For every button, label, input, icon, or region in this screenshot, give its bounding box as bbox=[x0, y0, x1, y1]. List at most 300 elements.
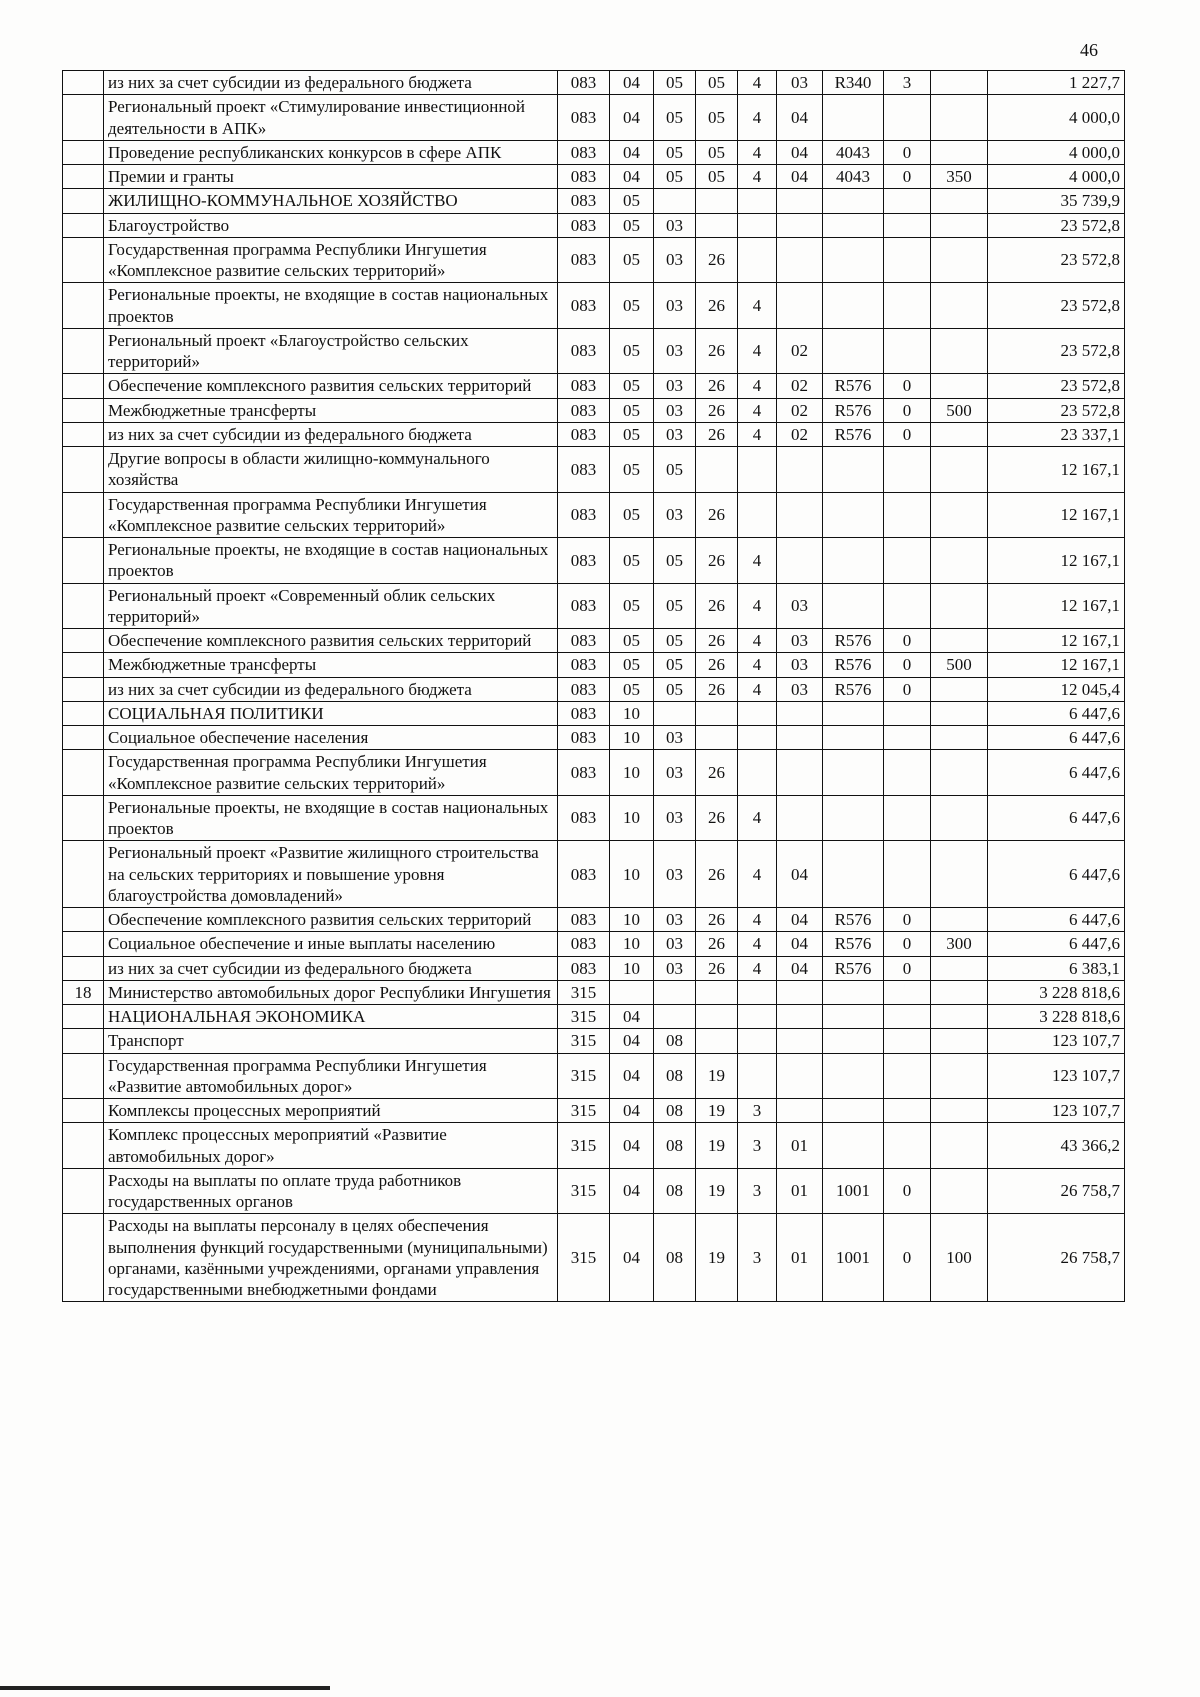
code-section: 04 bbox=[610, 1123, 654, 1169]
row-amount: 6 447,6 bbox=[988, 795, 1125, 841]
code-ministry: 083 bbox=[558, 538, 610, 584]
code-section: 10 bbox=[610, 908, 654, 932]
code-ministry: 083 bbox=[558, 398, 610, 422]
code-detail: 0 bbox=[884, 374, 931, 398]
code-direction bbox=[738, 213, 777, 237]
code-program: 26 bbox=[696, 422, 738, 446]
table-row bbox=[63, 237, 1125, 283]
code-ministry: 083 bbox=[558, 932, 610, 956]
code-ministry: 315 bbox=[558, 980, 610, 1004]
code-detail: 0 bbox=[884, 1168, 931, 1214]
table-row bbox=[63, 328, 1125, 374]
code-program bbox=[696, 213, 738, 237]
row-name: ЖИЛИЩНО-КОММУНАЛЬНОЕ ХОЗЯЙСТВО bbox=[104, 189, 558, 213]
row-amount: 12 167,1 bbox=[988, 629, 1125, 653]
code-direction bbox=[738, 447, 777, 493]
row-amount: 4 000,0 bbox=[988, 165, 1125, 189]
row-number bbox=[63, 374, 104, 398]
code-expense-type bbox=[931, 213, 988, 237]
table-row bbox=[63, 71, 1125, 95]
row-number bbox=[63, 932, 104, 956]
code-detail bbox=[884, 583, 931, 629]
row-number bbox=[63, 422, 104, 446]
code-subsection: 08 bbox=[654, 1168, 696, 1214]
row-name: Государственная программа Республики Ингушетия «Развитие автомобильных дорог» bbox=[104, 1053, 558, 1099]
code-program: 26 bbox=[696, 932, 738, 956]
table-row bbox=[63, 795, 1125, 841]
code-detail: 0 bbox=[884, 140, 931, 164]
code-section: 04 bbox=[610, 71, 654, 95]
code-program: 19 bbox=[696, 1214, 738, 1302]
code-direction bbox=[738, 1053, 777, 1099]
code-program: 26 bbox=[696, 237, 738, 283]
code-detail: 3 bbox=[884, 71, 931, 95]
row-amount: 12 167,1 bbox=[988, 538, 1125, 584]
code-expense-type bbox=[931, 841, 988, 908]
code-detail: 0 bbox=[884, 932, 931, 956]
code-ministry: 083 bbox=[558, 328, 610, 374]
code-project: 04 bbox=[777, 95, 823, 141]
code-project: 03 bbox=[777, 629, 823, 653]
code-project bbox=[777, 447, 823, 493]
code-project bbox=[777, 492, 823, 538]
table-row bbox=[63, 1123, 1125, 1169]
code-subsection: 05 bbox=[654, 629, 696, 653]
code-ministry: 083 bbox=[558, 750, 610, 796]
code-expense-type bbox=[931, 95, 988, 141]
code-program: 19 bbox=[696, 1168, 738, 1214]
code-ministry: 083 bbox=[558, 71, 610, 95]
table-row bbox=[63, 726, 1125, 750]
code-detail bbox=[884, 1123, 931, 1169]
row-amount: 123 107,7 bbox=[988, 1029, 1125, 1053]
code-direction: 4 bbox=[738, 374, 777, 398]
row-number bbox=[63, 283, 104, 329]
code-detail bbox=[884, 328, 931, 374]
row-name: Региональные проекты, не входящие в состав национальных проектов bbox=[104, 283, 558, 329]
code-direction: 3 bbox=[738, 1168, 777, 1214]
row-number bbox=[63, 71, 104, 95]
budget-table bbox=[62, 70, 1125, 1302]
row-name: Региональные проекты, не входящие в состав национальных проектов bbox=[104, 538, 558, 584]
code-expense-type bbox=[931, 140, 988, 164]
code-subsection: 05 bbox=[654, 71, 696, 95]
code-program bbox=[696, 980, 738, 1004]
code-project bbox=[777, 750, 823, 796]
code-detail bbox=[884, 1005, 931, 1029]
code-project: 04 bbox=[777, 956, 823, 980]
code-expense-type bbox=[931, 283, 988, 329]
code-project: 04 bbox=[777, 841, 823, 908]
row-name: Премии и гранты bbox=[104, 165, 558, 189]
code-direction: 4 bbox=[738, 538, 777, 584]
code-project: 02 bbox=[777, 328, 823, 374]
code-expense bbox=[823, 1029, 884, 1053]
code-expense: R576 bbox=[823, 932, 884, 956]
code-program: 26 bbox=[696, 629, 738, 653]
code-subsection: 03 bbox=[654, 213, 696, 237]
code-project: 02 bbox=[777, 422, 823, 446]
code-detail: 0 bbox=[884, 629, 931, 653]
code-expense-type: 500 bbox=[931, 398, 988, 422]
row-number bbox=[63, 1099, 104, 1123]
code-program: 26 bbox=[696, 841, 738, 908]
table-row bbox=[63, 677, 1125, 701]
row-number bbox=[63, 750, 104, 796]
row-number bbox=[63, 1053, 104, 1099]
code-project bbox=[777, 1053, 823, 1099]
row-number bbox=[63, 908, 104, 932]
table-row bbox=[63, 841, 1125, 908]
code-ministry: 315 bbox=[558, 1214, 610, 1302]
code-expense bbox=[823, 447, 884, 493]
code-program: 26 bbox=[696, 492, 738, 538]
row-amount: 3 228 818,6 bbox=[988, 980, 1125, 1004]
code-program: 26 bbox=[696, 677, 738, 701]
code-expense-type: 500 bbox=[931, 653, 988, 677]
row-number bbox=[63, 538, 104, 584]
code-project bbox=[777, 980, 823, 1004]
row-number bbox=[63, 956, 104, 980]
code-direction: 4 bbox=[738, 677, 777, 701]
code-section: 05 bbox=[610, 653, 654, 677]
code-detail bbox=[884, 237, 931, 283]
code-direction: 4 bbox=[738, 283, 777, 329]
row-name: из них за счет субсидии из федерального бюджета bbox=[104, 956, 558, 980]
code-program: 26 bbox=[696, 538, 738, 584]
row-number bbox=[63, 398, 104, 422]
code-expense-type bbox=[931, 908, 988, 932]
code-expense-type bbox=[931, 1029, 988, 1053]
row-name: Расходы на выплаты по оплате труда работников государственных органов bbox=[104, 1168, 558, 1214]
row-amount: 23 572,8 bbox=[988, 398, 1125, 422]
code-ministry: 083 bbox=[558, 422, 610, 446]
code-project bbox=[777, 237, 823, 283]
code-expense: 4043 bbox=[823, 165, 884, 189]
code-section: 04 bbox=[610, 140, 654, 164]
code-program bbox=[696, 1029, 738, 1053]
table-row bbox=[63, 538, 1125, 584]
code-subsection: 03 bbox=[654, 237, 696, 283]
code-section: 04 bbox=[610, 1099, 654, 1123]
code-ministry: 083 bbox=[558, 189, 610, 213]
code-subsection: 03 bbox=[654, 908, 696, 932]
code-ministry: 315 bbox=[558, 1005, 610, 1029]
row-number bbox=[63, 701, 104, 725]
code-project: 04 bbox=[777, 165, 823, 189]
code-expense bbox=[823, 1123, 884, 1169]
code-subsection bbox=[654, 980, 696, 1004]
scan-edge-mark bbox=[0, 1686, 330, 1690]
code-detail bbox=[884, 841, 931, 908]
code-ministry: 083 bbox=[558, 237, 610, 283]
code-expense bbox=[823, 701, 884, 725]
code-program: 05 bbox=[696, 140, 738, 164]
code-section: 04 bbox=[610, 1029, 654, 1053]
code-expense bbox=[823, 795, 884, 841]
code-expense-type bbox=[931, 1123, 988, 1169]
table-row bbox=[63, 1029, 1125, 1053]
code-project bbox=[777, 538, 823, 584]
row-amount: 6 447,6 bbox=[988, 701, 1125, 725]
code-section: 10 bbox=[610, 701, 654, 725]
code-program: 05 bbox=[696, 165, 738, 189]
row-number bbox=[63, 95, 104, 141]
code-detail bbox=[884, 750, 931, 796]
code-expense-type bbox=[931, 1168, 988, 1214]
row-amount: 4 000,0 bbox=[988, 140, 1125, 164]
code-expense: R576 bbox=[823, 908, 884, 932]
code-direction: 4 bbox=[738, 629, 777, 653]
row-amount: 23 572,8 bbox=[988, 237, 1125, 283]
code-project bbox=[777, 701, 823, 725]
code-detail: 0 bbox=[884, 653, 931, 677]
code-program: 26 bbox=[696, 956, 738, 980]
code-ministry: 083 bbox=[558, 447, 610, 493]
table-row bbox=[63, 447, 1125, 493]
code-program: 05 bbox=[696, 71, 738, 95]
row-amount: 4 000,0 bbox=[988, 95, 1125, 141]
code-program bbox=[696, 701, 738, 725]
row-name: Региональный проект «Современный облик сельских территорий» bbox=[104, 583, 558, 629]
row-number bbox=[63, 677, 104, 701]
code-expense bbox=[823, 726, 884, 750]
table-row bbox=[63, 213, 1125, 237]
code-direction: 4 bbox=[738, 140, 777, 164]
code-detail: 0 bbox=[884, 956, 931, 980]
row-amount: 23 572,8 bbox=[988, 283, 1125, 329]
code-section: 05 bbox=[610, 583, 654, 629]
row-amount: 12 167,1 bbox=[988, 492, 1125, 538]
code-subsection: 05 bbox=[654, 140, 696, 164]
code-project bbox=[777, 213, 823, 237]
code-detail: 0 bbox=[884, 677, 931, 701]
code-expense-type bbox=[931, 583, 988, 629]
code-expense-type bbox=[931, 328, 988, 374]
table-row bbox=[63, 140, 1125, 164]
code-detail: 0 bbox=[884, 1214, 931, 1302]
code-subsection: 03 bbox=[654, 841, 696, 908]
code-ministry: 083 bbox=[558, 374, 610, 398]
code-expense bbox=[823, 95, 884, 141]
row-amount: 12 167,1 bbox=[988, 447, 1125, 493]
code-expense-type bbox=[931, 71, 988, 95]
code-detail: 0 bbox=[884, 422, 931, 446]
code-expense-type bbox=[931, 629, 988, 653]
code-expense-type bbox=[931, 538, 988, 584]
code-ministry: 083 bbox=[558, 492, 610, 538]
code-expense-type: 100 bbox=[931, 1214, 988, 1302]
code-direction: 4 bbox=[738, 328, 777, 374]
code-detail: 0 bbox=[884, 908, 931, 932]
code-section: 05 bbox=[610, 213, 654, 237]
table-row bbox=[63, 956, 1125, 980]
code-expense bbox=[823, 841, 884, 908]
code-subsection: 03 bbox=[654, 795, 696, 841]
code-direction: 4 bbox=[738, 795, 777, 841]
code-ministry: 083 bbox=[558, 841, 610, 908]
code-detail bbox=[884, 283, 931, 329]
code-expense bbox=[823, 189, 884, 213]
table-row bbox=[63, 95, 1125, 141]
code-ministry: 083 bbox=[558, 653, 610, 677]
code-direction bbox=[738, 726, 777, 750]
code-expense: R576 bbox=[823, 956, 884, 980]
code-section: 05 bbox=[610, 629, 654, 653]
row-name: Комплексы процессных мероприятий bbox=[104, 1099, 558, 1123]
code-expense-type bbox=[931, 237, 988, 283]
code-detail bbox=[884, 1099, 931, 1123]
code-expense bbox=[823, 538, 884, 584]
code-subsection: 03 bbox=[654, 726, 696, 750]
row-name: Региональный проект «Развитие жилищного строительства на сельских территориях и повышение уровня благоустройства домовладений» bbox=[104, 841, 558, 908]
row-number bbox=[63, 1029, 104, 1053]
code-program: 05 bbox=[696, 95, 738, 141]
code-ministry: 315 bbox=[558, 1099, 610, 1123]
table-row bbox=[63, 283, 1125, 329]
row-amount: 26 758,7 bbox=[988, 1214, 1125, 1302]
code-direction: 4 bbox=[738, 956, 777, 980]
code-project: 03 bbox=[777, 677, 823, 701]
code-ministry: 315 bbox=[558, 1168, 610, 1214]
code-project: 01 bbox=[777, 1168, 823, 1214]
row-name: Обеспечение комплексного развития сельских территорий bbox=[104, 374, 558, 398]
row-amount: 23 337,1 bbox=[988, 422, 1125, 446]
table-row bbox=[63, 932, 1125, 956]
code-expense: R576 bbox=[823, 374, 884, 398]
code-detail bbox=[884, 492, 931, 538]
row-number bbox=[63, 189, 104, 213]
code-subsection: 05 bbox=[654, 538, 696, 584]
row-number bbox=[63, 447, 104, 493]
code-section: 10 bbox=[610, 956, 654, 980]
row-number bbox=[63, 492, 104, 538]
row-number bbox=[63, 213, 104, 237]
code-detail bbox=[884, 538, 931, 584]
code-direction: 4 bbox=[738, 932, 777, 956]
code-program: 19 bbox=[696, 1053, 738, 1099]
row-number bbox=[63, 583, 104, 629]
code-direction bbox=[738, 750, 777, 796]
row-number bbox=[63, 841, 104, 908]
table-row bbox=[63, 629, 1125, 653]
code-section: 05 bbox=[610, 447, 654, 493]
code-expense bbox=[823, 583, 884, 629]
table-row bbox=[63, 422, 1125, 446]
code-project bbox=[777, 1005, 823, 1029]
code-section: 05 bbox=[610, 328, 654, 374]
code-expense-type bbox=[931, 422, 988, 446]
code-subsection: 03 bbox=[654, 283, 696, 329]
row-name: СОЦИАЛЬНАЯ ПОЛИТИКИ bbox=[104, 701, 558, 725]
code-ministry: 083 bbox=[558, 956, 610, 980]
row-name: Региональный проект «Благоустройство сельских территорий» bbox=[104, 328, 558, 374]
row-name: Государственная программа Республики Ингушетия «Комплексное развитие сельских территорий» bbox=[104, 492, 558, 538]
code-expense bbox=[823, 750, 884, 796]
code-section: 05 bbox=[610, 283, 654, 329]
code-project bbox=[777, 726, 823, 750]
code-ministry: 083 bbox=[558, 140, 610, 164]
table-row bbox=[63, 1099, 1125, 1123]
code-program bbox=[696, 726, 738, 750]
code-expense-type bbox=[931, 795, 988, 841]
code-section: 05 bbox=[610, 189, 654, 213]
row-amount: 6 447,6 bbox=[988, 908, 1125, 932]
code-ministry: 315 bbox=[558, 1053, 610, 1099]
code-ministry: 083 bbox=[558, 908, 610, 932]
code-project: 04 bbox=[777, 140, 823, 164]
code-expense bbox=[823, 1099, 884, 1123]
code-program: 26 bbox=[696, 908, 738, 932]
code-direction: 3 bbox=[738, 1123, 777, 1169]
code-ministry: 083 bbox=[558, 701, 610, 725]
table-row bbox=[63, 908, 1125, 932]
code-section: 05 bbox=[610, 677, 654, 701]
code-expense: R576 bbox=[823, 398, 884, 422]
code-section: 10 bbox=[610, 932, 654, 956]
code-direction: 4 bbox=[738, 583, 777, 629]
code-program: 26 bbox=[696, 750, 738, 796]
code-subsection: 05 bbox=[654, 677, 696, 701]
row-amount: 3 228 818,6 bbox=[988, 1005, 1125, 1029]
code-subsection: 03 bbox=[654, 422, 696, 446]
row-amount: 6 447,6 bbox=[988, 932, 1125, 956]
code-direction bbox=[738, 189, 777, 213]
table-row bbox=[63, 980, 1125, 1004]
code-direction bbox=[738, 237, 777, 283]
page-number: 46 bbox=[1080, 40, 1098, 60]
code-expense-type bbox=[931, 701, 988, 725]
row-name: Расходы на выплаты персоналу в целях обеспечения выполнения функций государственными (муниципальными) органами, казёнными учреждениями, органами управления государственными внебюджетными фондами bbox=[104, 1214, 558, 1302]
code-detail bbox=[884, 213, 931, 237]
code-section: 04 bbox=[610, 165, 654, 189]
code-section: 10 bbox=[610, 795, 654, 841]
code-project: 02 bbox=[777, 398, 823, 422]
row-number bbox=[63, 1123, 104, 1169]
code-expense bbox=[823, 1005, 884, 1029]
row-number bbox=[63, 1214, 104, 1302]
code-expense-type bbox=[931, 677, 988, 701]
row-name: Транспорт bbox=[104, 1029, 558, 1053]
code-section: 04 bbox=[610, 1005, 654, 1029]
code-expense-type bbox=[931, 726, 988, 750]
code-expense-type bbox=[931, 492, 988, 538]
code-direction bbox=[738, 980, 777, 1004]
code-direction: 4 bbox=[738, 653, 777, 677]
code-subsection: 03 bbox=[654, 932, 696, 956]
code-expense-type bbox=[931, 750, 988, 796]
code-expense: R576 bbox=[823, 422, 884, 446]
row-number: 18 bbox=[63, 980, 104, 1004]
code-ministry: 083 bbox=[558, 283, 610, 329]
code-detail bbox=[884, 726, 931, 750]
table-row bbox=[63, 1053, 1125, 1099]
table-row bbox=[63, 374, 1125, 398]
code-expense-type bbox=[931, 1005, 988, 1029]
code-section: 04 bbox=[610, 1214, 654, 1302]
code-project bbox=[777, 1099, 823, 1123]
code-program bbox=[696, 189, 738, 213]
row-number bbox=[63, 795, 104, 841]
code-expense: R340 bbox=[823, 71, 884, 95]
code-subsection: 03 bbox=[654, 492, 696, 538]
code-section: 05 bbox=[610, 374, 654, 398]
code-direction: 3 bbox=[738, 1214, 777, 1302]
code-direction: 4 bbox=[738, 908, 777, 932]
row-number bbox=[63, 328, 104, 374]
code-program bbox=[696, 447, 738, 493]
row-name: Государственная программа Республики Ингушетия «Комплексное развитие сельских территорий» bbox=[104, 237, 558, 283]
